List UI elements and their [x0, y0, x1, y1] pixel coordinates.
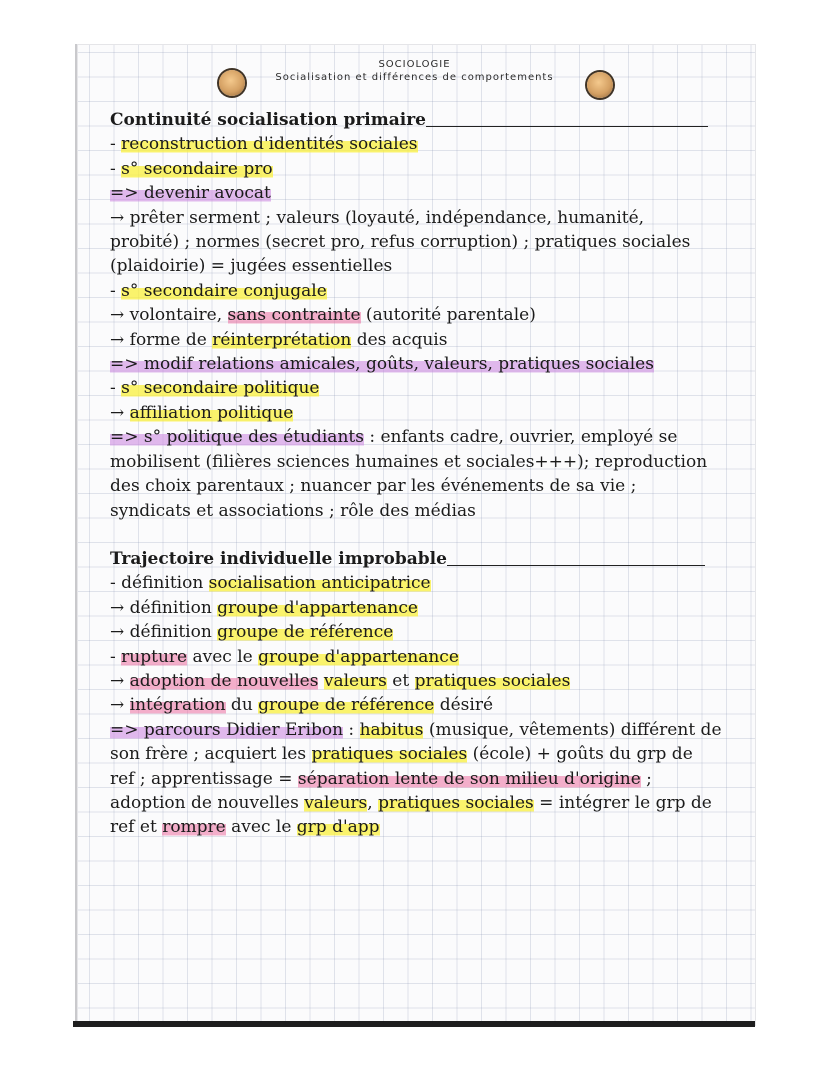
- title-underline: [426, 125, 708, 127]
- note-line: → intégration du groupe de référence désiré: [110, 695, 494, 716]
- note-line: des choix parentaux ; nuancer par les événements de sa vie ;: [110, 476, 637, 497]
- note-line: - reconstruction d'identités sociales: [110, 134, 418, 155]
- note-line: mobilisent (filières sciences humaines et sociales+++); reproduction: [110, 451, 708, 472]
- header-subject: SOCIOLOGIE: [378, 59, 451, 70]
- note-line: - rupture avec le groupe d'appartenance: [110, 646, 459, 667]
- note-line: → adoption de nouvelles valeurs et pratiques sociales: [110, 670, 571, 691]
- header-subtitle: Socialisation et différences de comportements: [275, 72, 554, 83]
- note-line: ref ; apprentissage = séparation lente de son milieu d'origine ;: [110, 768, 652, 789]
- note-line: → définition groupe de référence: [110, 622, 394, 643]
- note-line: probité) ; normes (secret pro, refus corruption) ; pratiques sociales: [110, 232, 691, 253]
- page-header: [75, 59, 754, 84]
- note-line: adoption de nouvelles valeurs, pratiques sociales = intégrer le grp de: [110, 792, 712, 813]
- note-line: => s° politique des étudiants : enfants cadre, ouvrier, employé se: [110, 427, 678, 448]
- note-line: => devenir avocat: [110, 183, 271, 204]
- note-line: → forme de réinterprétation des acquis: [110, 329, 448, 350]
- note-line: → définition groupe d'appartenance: [110, 597, 418, 618]
- note-line: => modif relations amicales, goûts, valeurs, pratiques sociales: [110, 354, 654, 375]
- section-title-trajectoire: Trajectoire individuelle improbable: [110, 547, 720, 571]
- section-title-continuite: Continuité socialisation primaire: [110, 108, 720, 132]
- note-line: - s° secondaire politique: [110, 378, 320, 399]
- note-line: → prêter serment ; valeurs (loyauté, indépendance, humanité,: [110, 207, 645, 228]
- page-bottom-edge: [73, 1021, 755, 1027]
- note-line: (plaidoirie) = jugées essentielles: [110, 256, 393, 277]
- note-line: - s° secondaire conjugale: [110, 280, 327, 301]
- note-line: syndicats et associations ; rôle des médias: [110, 500, 476, 521]
- note-line: - s° secondaire pro: [110, 158, 273, 179]
- notes-body: [110, 108, 720, 840]
- section-gap: [110, 523, 720, 547]
- note-line: => parcours Didier Eribon : habitus (musique, vêtements) différent de: [110, 719, 722, 740]
- title-underline: [447, 564, 705, 566]
- note-line: ref et rompre avec le grp d'app: [110, 817, 380, 838]
- note-line: - définition socialisation anticipatrice: [110, 573, 431, 594]
- note-line: son frère ; acquiert les pratiques sociales (école) + goûts du grp de: [110, 744, 693, 765]
- note-line: → affiliation politique: [110, 402, 294, 423]
- note-line: → volontaire, sans contrainte (autorité parentale): [110, 305, 536, 326]
